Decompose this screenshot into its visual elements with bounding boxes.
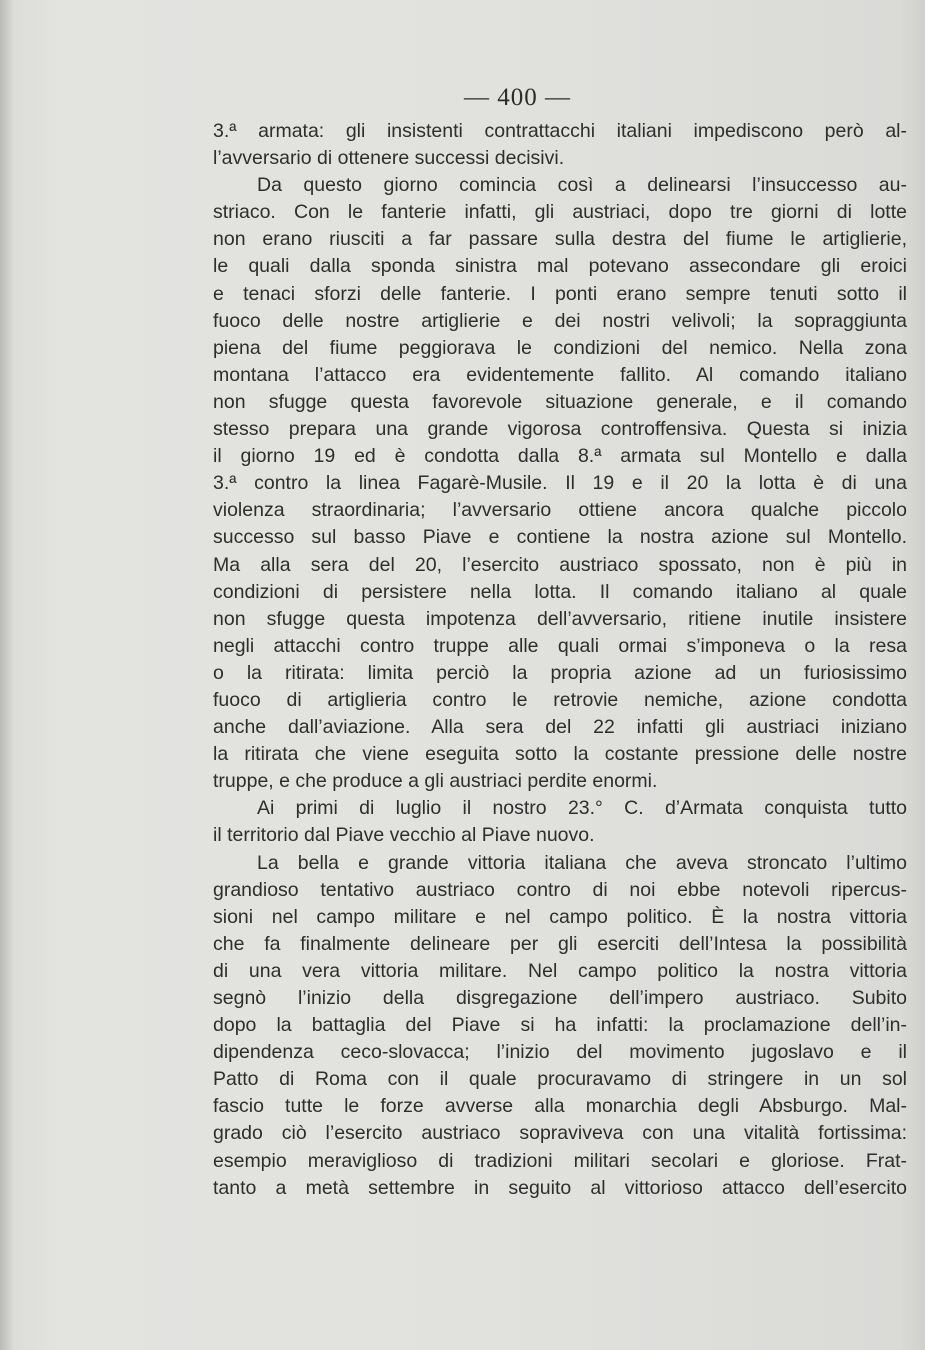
- text-line: esempio meraviglioso di tradizioni militari secolari e gloriose. Frat-: [213, 1149, 907, 1172]
- text-line: truppe, e che produce a gli austriaci perdite enormi.: [213, 770, 658, 793]
- text-line: dipendenza ceco-slovacca; l’inizio del movimento jugoslavo e il: [213, 1041, 907, 1064]
- text-line: dopo la battaglia del Piave si ha infatti: la proclamazione dell’in-: [213, 1014, 907, 1037]
- text-line: il giorno 19 ed è condotta dalla 8.ª armata sul Montello e dalla: [213, 445, 907, 468]
- text-line: montana l’attacco era evidentemente fallito. Al comando italiano: [213, 363, 907, 386]
- text-line: piena del fiume peggiorava le condizioni del nemico. Nella zona: [213, 336, 907, 359]
- text-line: Da questo giorno comincia così a delinearsi l’insuccesso au-: [257, 174, 907, 197]
- text-line: negli attacchi contro truppe alle quali ormai s’imponeva o la resa: [213, 634, 907, 657]
- text-line: 3.ª armata: gli insistenti contrattacchi italiani impediscono però al-: [213, 120, 907, 142]
- text-line: grado ciò l’esercito austriaco sopraviveva con una vitalità fortissima:: [213, 1122, 907, 1145]
- text-line: fascio tutte le forze avverse alla monarchia degli Absburgo. Mal-: [213, 1095, 907, 1118]
- text-line: 3.ª contro la linea Fagarè-Musile. Il 19 e il 20 la lotta è di una: [213, 472, 907, 495]
- text-line: che fa finalmente delineare per gli eserciti dell’Intesa la possibilità: [213, 932, 907, 955]
- text-line: e tenaci sforzi delle fanterie. I ponti erano sempre tenuti sotto il: [213, 282, 907, 305]
- text-line: segnò l’inizio della disgregazione dell’impero austriaco. Subito: [213, 987, 907, 1009]
- text-line: il territorio dal Piave vecchio al Piave nuovo.: [213, 824, 595, 847]
- text-line: l’avversario di ottenere successi decisivi.: [213, 147, 565, 170]
- text-line: condizioni di persistere nella lotta. Il comando italiano al quale: [213, 580, 907, 603]
- text-line: grandioso tentativo austriaco contro di noi ebbe notevoli ripercus-: [213, 878, 907, 901]
- text-line: sioni nel campo militare e nel campo politico. È la nostra vittoria: [213, 905, 907, 928]
- body-text: [213, 118, 907, 1202]
- page-number: — 400 —: [464, 84, 571, 111]
- text-line: o la ritirata: limita perciò la propria azione ad un furiosissimo: [213, 661, 907, 684]
- text-line: le quali dalla sponda sinistra mal potevano assecondare gli eroici: [213, 255, 907, 278]
- text-line: non sfugge questa favorevole situazione generale, e il comando: [213, 390, 907, 413]
- text-line: successo sul basso Piave e contiene la nostra azione sul Montello.: [213, 526, 907, 549]
- text-line: Ma alla sera del 20, l’esercito austriaco spossato, non è più in: [213, 553, 907, 576]
- text-line: fuoco di artiglieria contro le retrovie nemiche, azione condotta: [213, 688, 907, 711]
- text-line: la ritirata che viene eseguita sotto la costante pressione delle nostre: [213, 743, 907, 766]
- text-line: non sfugge questa impotenza dell’avversario, ritiene inutile insistere: [213, 607, 907, 630]
- text-line: violenza straordinaria; l’avversario ottiene ancora qualche piccolo: [213, 499, 907, 522]
- text-line: striaco. Con le fanterie infatti, gli austriaci, dopo tre giorni di lotte: [213, 201, 907, 224]
- text-line: fuoco delle nostre artiglierie e dei nostri velivoli; la sopraggiunta: [213, 309, 907, 332]
- text-line: non erano riusciti a far passare sulla destra del fiume le artiglierie,: [213, 228, 907, 251]
- text-line: Patto di Roma con il quale procuravamo di stringere in un sol: [213, 1068, 907, 1091]
- text-line: tanto a metà settembre in seguito al vittorioso attacco dell’esercito: [213, 1176, 907, 1199]
- text-line: La bella e grande vittoria italiana che aveva stroncato l’ultimo: [257, 851, 907, 874]
- text-line: di una vera vittoria militare. Nel campo politico la nostra vittoria: [213, 959, 907, 982]
- text-line: stesso prepara una grande vigorosa controffensiva. Questa si inizia: [213, 418, 907, 441]
- text-line: Ai primi di luglio il nostro 23.° C. d’Armata conquista tutto: [257, 797, 907, 820]
- text-line: anche dall’aviazione. Alla sera del 22 infatti gli austriaci iniziano: [213, 716, 907, 739]
